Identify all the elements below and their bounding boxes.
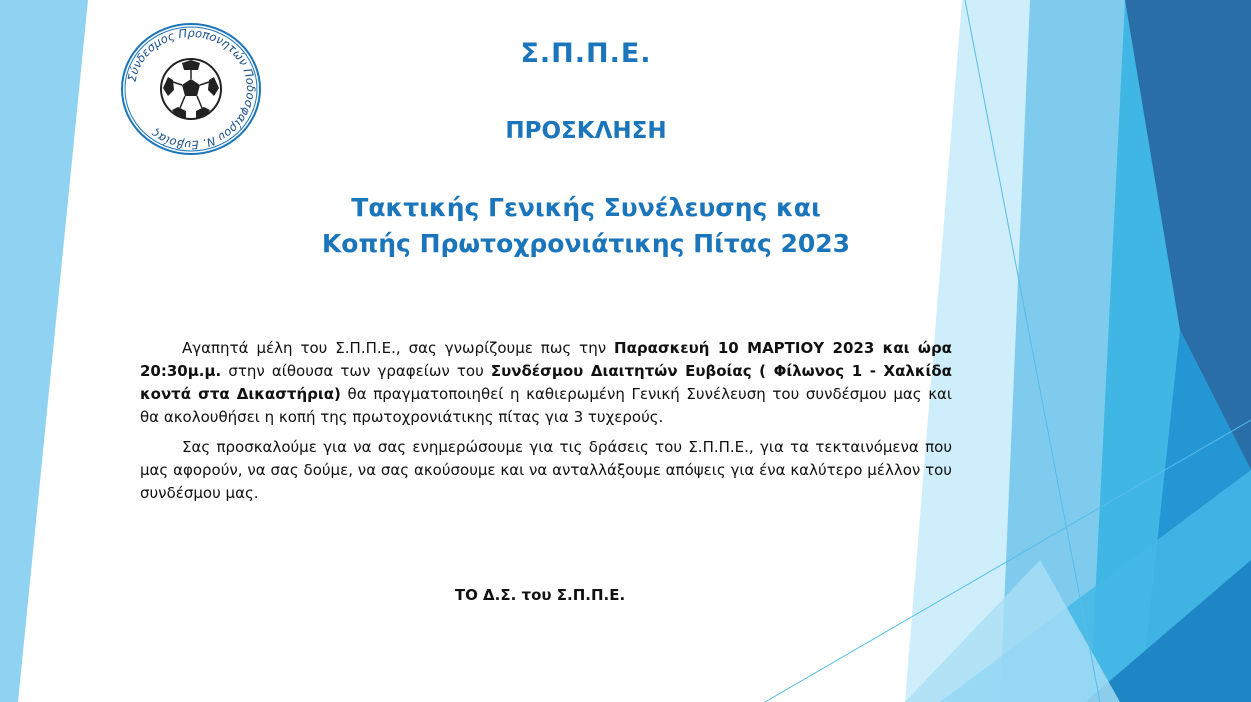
association-logo [120,22,262,156]
subtitle-line-2: Κοπής Πρωτοχρονιάτικης Πίτας 2023 [321,229,851,258]
invitation-paragraph-2 [140,436,952,505]
svg-text:Σύνδεσμος Προπονητών Ποδοσφαίρ: Σύνδεσμος Προπονητών Ποδοσφαίρου Ν. Ευβοίας [124,25,259,153]
invitation-paragraph-1 [140,337,952,429]
invitation-heading: ΠΡΟΣΚΛΗΣΗ [505,118,667,144]
p2-text: Σας προσκαλούμε για να σας ενημερώσουμε για τις δράσεις του Σ.Π.Π.Ε., για τα τεκταινόμενα που μας αφορούν, να σας δούμε, να σας ακούσουμε και να ανταλλάξουμε απόψεις για ένα καλύτερο μέλλον του συνδέσμου μας. [140,438,952,502]
p1-text-2: στην αίθουσα των γραφείων του [221,362,491,380]
soccer-ball-icon [161,59,221,119]
signature: ΤΟ Δ.Σ. του Σ.Π.Π.Ε. [454,586,626,604]
p1-date-time: Παρασκευή 10 ΜΑΡΤΙΟΥ 2023 και ώρα 20:30μ.μ. [140,339,952,380]
p1-venue: Συνδέσμου Διαιτητών Ευβοίας ( Φίλωνος 1 - Χαλκίδα κοντά στα Δικαστήρια) [140,362,952,403]
subtitle-line-1: Τακτικής Γενικής Συνέλευσης και [351,193,821,222]
p1-text-1: Αγαπητά μέλη του Σ.Π.Π.Ε., σας γνωρίζουμε πως την [182,339,615,357]
left-stripe [0,0,88,702]
event-subtitle [286,190,886,262]
p1-text-3: θα πραγματοποιηθεί η καθιερωμένη Γενική Συνέλευση του συνδέσμου μας και θα ακολουθήσει η κοπή της πρωτοχρονιάτικης πίτας για 3 τυχερούς. [140,385,952,426]
organization-title: Σ.Π.Π.Ε. [520,38,652,69]
